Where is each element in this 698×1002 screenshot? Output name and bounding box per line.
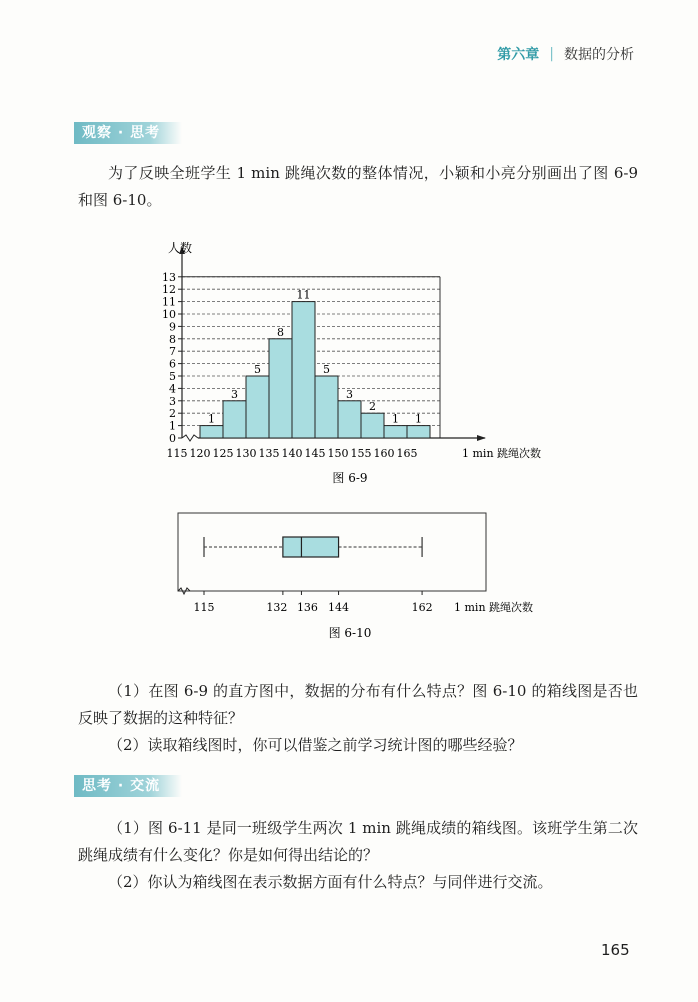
questions-group-2 — [78, 815, 638, 896]
x-tick-label: 135 — [258, 447, 280, 460]
x-tick-label: 144 — [328, 601, 350, 614]
bar-value-label: 5 — [254, 363, 261, 376]
figure-caption: 图 6-10 — [328, 626, 372, 640]
axis-break-icon — [182, 435, 198, 441]
x-tick-label: 132 — [266, 601, 288, 614]
questions-group-1 — [78, 678, 638, 759]
bar-value-label: 3 — [231, 387, 238, 401]
bar-value-label: 8 — [277, 325, 284, 339]
x-tick-label: 162 — [411, 601, 433, 614]
y-tick-label: 4 — [169, 382, 176, 396]
question-1: （1）在图 6-9 的直方图中，数据的分布有什么特点？图 6-10 的箱线图是否也反映了数据的这种特征？ — [78, 682, 638, 727]
y-tick-label: 12 — [162, 283, 176, 297]
bar-value-label: 5 — [323, 363, 330, 376]
page-number: 165 — [601, 941, 630, 959]
x-tick-label: 150 — [327, 447, 349, 460]
y-tick-label: 13 — [162, 270, 176, 284]
x-axis-arrow — [477, 435, 486, 441]
y-tick-label: 7 — [169, 345, 176, 359]
intro-paragraph: 为了反映全班学生 1 min 跳绳次数的整体情况，小颖和小亮分别画出了图 6-9 和图 6-10。 — [78, 164, 638, 209]
figure-caption: 图 6-9 — [332, 471, 368, 485]
bar-value-label: 11 — [296, 288, 311, 302]
y-tick-label: 10 — [162, 308, 176, 321]
histogram-bar — [200, 426, 223, 438]
histogram-bar — [338, 401, 361, 438]
histogram-bar — [292, 302, 315, 438]
question-2: （2）读取箱线图时，你可以借鉴之前学习统计图的哪些经验？ — [108, 736, 523, 754]
chapter-label: 第六章 — [497, 47, 540, 63]
histogram-figure-6-9 — [150, 238, 570, 488]
observe-think-tag: 观察 · 思考 — [74, 122, 182, 144]
y-tick-label: 8 — [169, 332, 176, 346]
section-label: 数据的分析 — [564, 47, 634, 63]
y-tick-label: 0 — [169, 432, 176, 445]
x-axis-label: 1 min 跳绳次数 — [462, 447, 542, 460]
x-tick-label: 130 — [235, 447, 257, 460]
x-tick-label: 136 — [296, 601, 318, 614]
bar-value-label: 1 — [415, 412, 422, 426]
histogram-bar — [361, 413, 384, 438]
x-tick-label: 115 — [193, 601, 215, 614]
y-tick-label: 2 — [169, 407, 176, 421]
histogram-bar — [223, 401, 246, 438]
y-tick-label: 5 — [169, 370, 176, 383]
iqr-box — [283, 537, 339, 557]
x-tick-label: 160 — [373, 447, 395, 460]
y-axis-label: 人数 — [168, 241, 193, 255]
y-tick-label: 9 — [169, 320, 176, 334]
running-header — [497, 44, 634, 64]
bar-value-label: 3 — [346, 387, 353, 401]
x-tick-label: 145 — [304, 447, 326, 460]
discuss-question-2: （2）你认为箱线图在表示数据方面有什么特点？与同伴进行交流。 — [108, 873, 553, 891]
header-separator: | — [549, 46, 554, 62]
x-tick-label: 125 — [212, 447, 234, 460]
x-axis-label: 1 min 跳绳次数 — [454, 601, 534, 614]
histogram-bar — [315, 376, 338, 438]
y-tick-label: 3 — [169, 394, 176, 408]
histogram-bar — [407, 426, 430, 438]
y-tick-label: 6 — [169, 357, 176, 371]
y-tick-label: 1 — [169, 419, 176, 433]
bar-value-label: 1 — [392, 412, 399, 426]
y-tick-label: 11 — [162, 295, 176, 309]
x-tick-label: 120 — [189, 447, 211, 460]
bar-value-label: 1 — [208, 412, 215, 426]
discuss-question-1: （1）图 6-11 是同一班级学生两次 1 min 跳绳成绩的箱线图。该班学生第二次跳绳成绩有什么变化？你是如何得出结论的？ — [78, 819, 638, 864]
x-tick-label: 115 — [166, 447, 188, 460]
x-tick-label: 140 — [281, 447, 303, 460]
boxplot-figure-6-10 — [150, 505, 570, 645]
bar-value-label: 2 — [369, 400, 376, 414]
think-discuss-tag: 思考 · 交流 — [74, 775, 182, 797]
x-tick-label: 165 — [396, 447, 418, 460]
histogram-bar — [246, 376, 269, 438]
histogram-bar — [384, 426, 407, 438]
x-tick-label: 155 — [350, 447, 372, 460]
histogram-bar — [269, 339, 292, 438]
